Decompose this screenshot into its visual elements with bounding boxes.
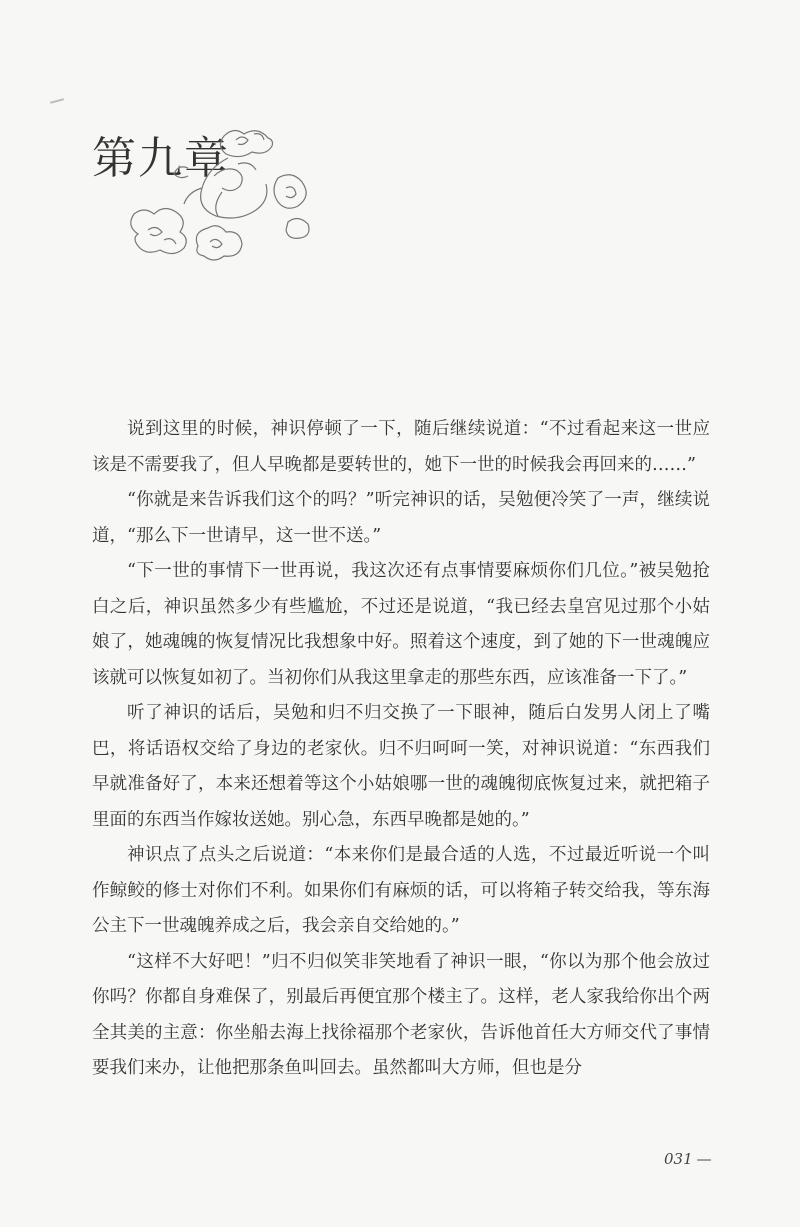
cloud-dragon-ornament-icon <box>118 118 318 278</box>
page-number-value: 031 <box>664 1150 693 1168</box>
paragraph: 听了神识的话后，吴勉和归不归交换了一下眼神，随后白发男人闭上了嘴巴，将话语权交给了身边的老家伙。归不归呵呵一笑，对神识说道：“东西我们早就准备好了，本来还想着等这个小姑娘哪一世的魂魄彻底恢复过来，就把箱子里面的东西当作嫁妆送她。别心急，东西早晚都是她的。” <box>92 703 710 830</box>
chapter-body <box>92 412 710 1087</box>
paragraph: “这样不大好吧！”归不归似笑非笑地看了神识一眼，“你以为那个他会放过你吗？你都自身难保了，别最后再便宜那个楼主了。这样，老人家我给你出个两全其美的主意：你坐船去海上找徐福那个老家伙，告诉他首任大方师交代了事情要我们来办，让他把那条鱼叫回去。虽然都叫大方师，但也是分 <box>92 951 710 1078</box>
chapter-title: 第九章 <box>92 133 230 184</box>
scan-speck <box>50 98 64 104</box>
paragraph: “你就是来告诉我们这个的吗？”听完神识的话，吴勉便冷笑了一声，继续说道，“那么下一世请早，这一世不送。” <box>92 490 710 546</box>
page-number <box>664 1150 712 1168</box>
paragraph: “下一世的事情下一世再说，我这次还有点事情要麻烦你们几位。”被吴勉抢白之后，神识虽然多少有些尴尬，不过还是说道，“我已经去皇宫见过那个小姑娘了，她魂魄的恢复情况比我想象中好。照着这个速度，到了她的下一世魂魄应该就可以恢复如初了。当初你们从我这里拿走的那些东西，应该准备一下了。” <box>92 561 710 688</box>
paragraph: 神识点了点头之后说道：“本来你们是最合适的人选，不过最近听说一个叫作鲸鲛的修士对你们不利。如果你们有麻烦的话，可以将箱子转交给我，等东海公主下一世魂魄养成之后，我会亲自交给她的。” <box>92 845 710 936</box>
page-number-dash: — <box>696 1150 712 1168</box>
paragraph: 说到这里的时候，神识停顿了一下，随后继续说道：“不过看起来这一世应该是不需要我了，但人早晚都是要转世的，她下一世的时候我会再回来的……” <box>92 419 710 475</box>
